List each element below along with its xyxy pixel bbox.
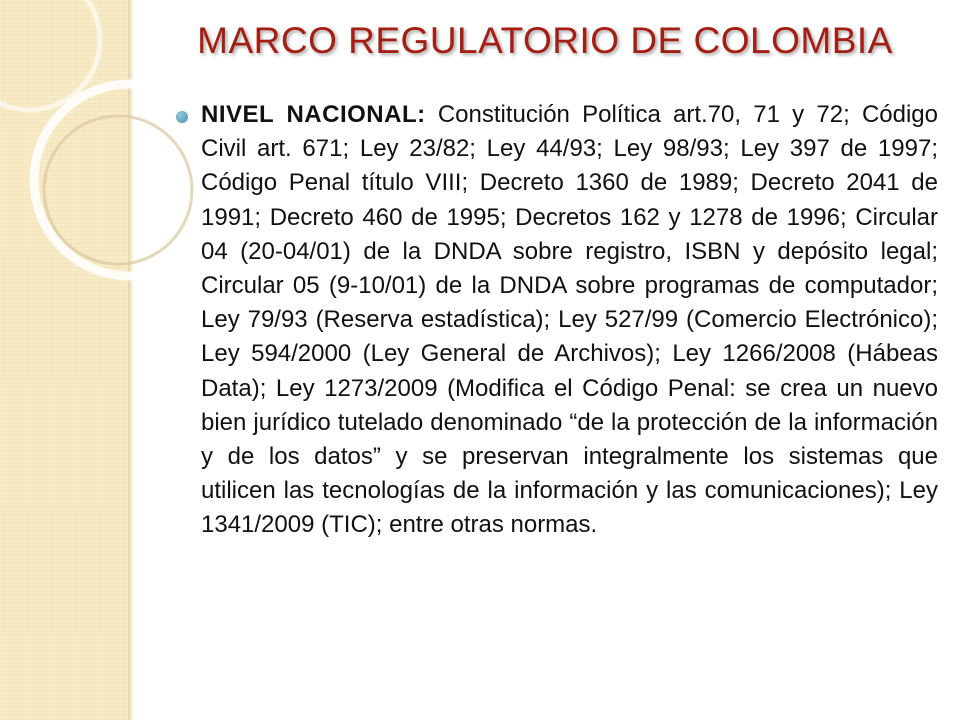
bullet-body-text: Constitución Política art.70, 71 y 72; Código Civil art. 671; Ley 23/82; Ley 44/93; Ley 98/93; Ley 397 de 1997; Código Penal título VIII; Decreto 1360 de 1989; Decreto 2041 de 1991; Decreto 460 de 1995; Decretos 162 y 1278 de 1996; Circular 04 (20-04/01) de la DNDA sobre registro, ISBN y depósito legal; Circular 05 (9-10/01) de la DNDA sobre programas de computador; Ley 79/93 (Reserva estadística); Ley 527/99 (Comercio Electrónico); Ley 594/2000 (Ley General de Archivos); Ley 1266/2008 (Hábeas Data); Ley 1273/2009 (Modifica el Código Penal: se crea un nuevo bien jurídico tutelado denominado “de la protección de la información y de los datos” y se preservan integralmente los sistemas que utilicen las tecnologías de la información y las comunicaciones); Ley 1341/2009 (TIC); entre otras normas.: [201, 101, 938, 539]
bullet-paragraph: [201, 98, 938, 543]
bullet-icon: [176, 111, 188, 123]
bullet-heading: NIVEL NACIONAL:: [201, 101, 426, 128]
decorative-circles: [0, 0, 200, 720]
slide-title: MARCO REGULATORIO DE COLOMBIA: [197, 20, 893, 61]
